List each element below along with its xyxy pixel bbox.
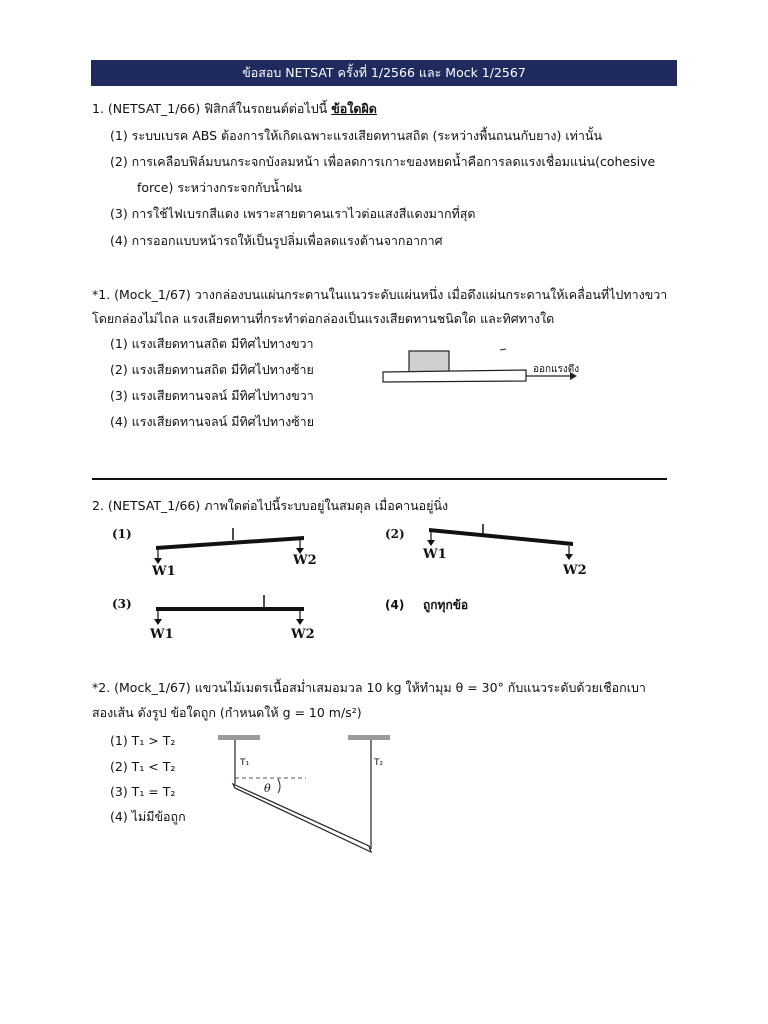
w2-label-3: W2: [291, 627, 315, 642]
pull-force-label: ออกแรงดึง: [533, 364, 580, 375]
mock-1-line-2: โดยกล่องไม่ไถล แรงเสียดทานที่กระทำต่อกล่องเป็นแรงเสียดทานชนิดใด และทิศทางใด: [92, 311, 555, 326]
beam-figure-1: [108, 522, 348, 582]
beam-figure-3: [108, 592, 348, 652]
m1-option-3: (3) แรงเสียดทานจลน์ มีทิศไปทางขวา: [110, 388, 314, 403]
w1-label: W1: [152, 564, 176, 579]
mock-2-line-2: สองเส้น ดังรูป ข้อใดถูก (กำหนดให้ g = 10 m/s²): [92, 705, 362, 720]
box-on-board-figure: [380, 340, 630, 390]
w2-label-2: W2: [563, 563, 587, 578]
w2-label: W2: [293, 553, 317, 568]
question-1-emphasis: ข้อใดผิด: [331, 101, 377, 116]
w1-label-3: W1: [150, 627, 174, 642]
page-title: ข้อสอบ NETSAT ครั้งที่ 1/2566 และ Mock 1/2567: [91, 60, 677, 86]
figure-3-label: (3): [112, 597, 132, 611]
figure-1-label: (1): [112, 527, 132, 541]
q1-option-1: (1) ระบบเบรค ABS ต้องการให้เกิดเฉพาะแรงเสียดทานสถิต (ระหว่างพื้นถนนกับยาง) เท่านั้น: [110, 128, 602, 143]
hanging-rod-figure: [214, 732, 404, 862]
mock-2-line-1: *2. (Mock_1/67) แขวนไม้เมตรเนื้อสม่ำเสมอมวล 10 kg ให้ทำมุม θ = 30° กับแนวระดับด้วยเชือกเบา: [92, 680, 646, 695]
figure-2-label: (2): [385, 527, 405, 541]
section-divider: [92, 478, 667, 480]
q1-option-2: (2) การเคลือบฟิล์มบนกระจกบังลมหน้า เพื่อลดการเกาะของหยดน้ำคือการลดแรงเชื่อมแน่น(cohesive: [110, 154, 656, 169]
w1-label-2: W1: [423, 547, 447, 562]
option-4-all-correct: ถูกทุกข้อ: [423, 598, 469, 612]
m2-option-2: (2) T₁ < T₂: [110, 759, 176, 774]
q1-option-4: (4) การออกแบบหน้ารถให้เป็นรูปลิ่มเพื่อลดแรงต้านจากอากาศ: [110, 233, 443, 248]
mock-1-line-1: *1. (Mock_1/67) วางกล่องบนแผ่นกระดานในแนวระดับแผ่นหนึ่ง เมื่อดึงแผ่นกระดานให้เคลื่อนที่ไปทางขวา: [92, 287, 668, 302]
m1-option-2: (2) แรงเสียดทานสถิต มีทิศไปทางซ้าย: [110, 362, 314, 377]
beam-figure-2: [383, 522, 603, 582]
m2-option-4: (4) ไม่มีข้อถูก: [110, 809, 186, 824]
q1-option-3: (3) การใช้ไฟเบรกสีแดง เพราะสายตาคนเราไวต่อแสงสีแดงมากที่สุด: [110, 206, 476, 221]
m2-option-1: (1) T₁ > T₂: [110, 733, 176, 748]
question-1-text: 1. (NETSAT_1/66) ฟิสิกส์ในรถยนต์ต่อไปนี้: [92, 101, 332, 116]
figure-4-label: (4): [385, 598, 405, 612]
theta-label: θ: [264, 782, 271, 795]
question-1: [92, 101, 377, 117]
t1-label: T₁: [240, 758, 250, 768]
m1-option-1: (1) แรงเสียดทานสถิต มีทิศไปทางขวา: [110, 336, 314, 351]
question-2-text: 2. (NETSAT_1/66) ภาพใดต่อไปนี้ระบบอยู่ในสมดุล เมื่อคานอยู่นิ่ง: [92, 498, 449, 513]
t2-label: T₂: [374, 758, 384, 768]
m2-option-3: (3) T₁ = T₂: [110, 784, 176, 799]
m1-option-4: (4) แรงเสียดทานจลน์ มีทิศไปทางซ้าย: [110, 414, 315, 429]
q1-option-2-cont: force) ระหว่างกระจกกับน้ำฝน: [137, 180, 302, 195]
